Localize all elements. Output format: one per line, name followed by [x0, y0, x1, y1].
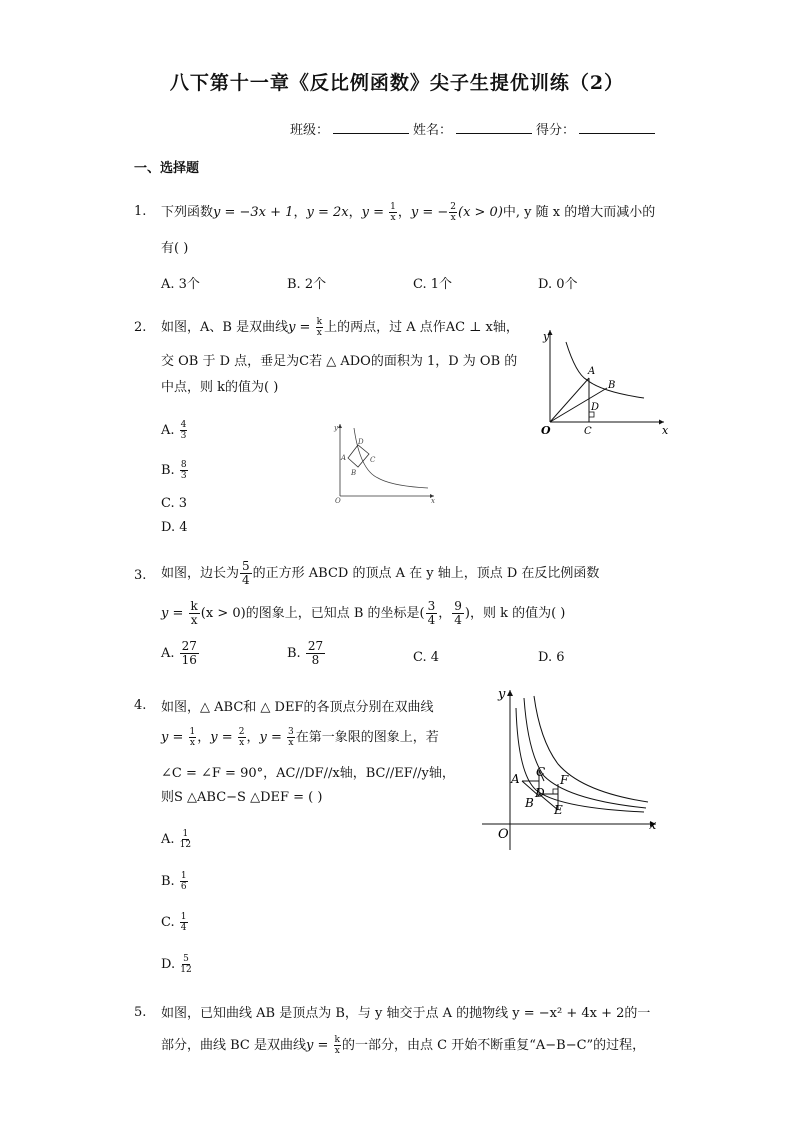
q3-fig-label-a: A: [341, 454, 347, 462]
q5-number: 5.: [134, 1005, 147, 1020]
q4-line2: y = $\frac{1}{x}$ ，y = $\frac{2}{x}$ ，y = $\frac{3}{x}$ 在第一象限的图象上，若: [161, 727, 439, 748]
q3-fig-label-d: D: [358, 438, 364, 446]
q3-fig-label-b: B: [351, 469, 357, 477]
q3-option-b[interactable]: B. $\frac{27}{8}$: [287, 639, 324, 667]
q2-option-a[interactable]: A. $\frac{4}{3}$: [161, 420, 187, 441]
q1-text-b: 中, y 随 x 的增大而减小的: [502, 205, 656, 220]
q4-line3: ∠C = ∠F = 90°，AC//DF//x轴，BC//EF//y轴，: [161, 766, 455, 781]
section-heading: 一、选择题: [134, 161, 200, 176]
page-title: 八下第十一章《反比例函数》尖子生提优训练（2）: [169, 72, 625, 94]
student-info-line: [290, 119, 659, 138]
q2-option-b[interactable]: B. $\frac{8}{3}$: [161, 460, 187, 481]
q4-figure: [478, 684, 662, 852]
q1-func4: y = −: [410, 205, 449, 220]
q4-option-b[interactable]: B. $\frac{1}{6}$: [161, 871, 187, 892]
q2-fig-label-c: C: [584, 426, 592, 437]
class-label: 班级：: [290, 123, 330, 138]
q4-fig-label-x: x: [649, 818, 657, 833]
q2-fig-label-d: D: [591, 402, 600, 413]
name-label: 姓名：: [413, 123, 453, 138]
q3-fig-label-y: y: [334, 424, 338, 432]
q1-func4-domain: (x > 0): [458, 205, 503, 220]
q4-number: 4.: [134, 698, 147, 713]
class-blank[interactable]: [333, 120, 409, 134]
q3-line1: 如图，边长为 $\frac{5}{4}$ 的正方形 ABCD 的顶点 A 在 y 轴上，顶点 D 在反比例函数: [161, 559, 600, 587]
q1-func3-frac: $\frac{1}{x}$: [390, 202, 396, 223]
q1-func2: y = 2x: [306, 205, 349, 220]
q4-fig-label-y: y: [498, 687, 506, 702]
q1-option-d[interactable]: D. 0个: [538, 277, 578, 292]
q3-number: 3.: [134, 568, 147, 583]
q1-func4-frac: $\frac{2}{x}$: [450, 202, 456, 223]
q4-fig-label-b: B: [525, 796, 534, 810]
q2-figure-main: [532, 320, 672, 438]
q4-option-d[interactable]: D. $\frac{5}{12}$: [161, 954, 192, 975]
q4-option-a[interactable]: A. $\frac{1}{12}$: [161, 829, 192, 850]
q4-fig-label-a: A: [511, 772, 520, 786]
q2-option-c[interactable]: C. 3: [161, 496, 188, 511]
q3-fig-label-x: x: [431, 497, 435, 504]
q2-number: 2.: [134, 320, 147, 335]
q2-fig-label-o: O: [541, 424, 551, 437]
q4-fig-label-e: E: [554, 803, 563, 817]
q4-line1: 如图，△ ABC和 △ DEF的各顶点分别在双曲线: [161, 700, 434, 715]
q1-option-b[interactable]: B. 2个: [287, 277, 327, 292]
q4-line4: 则S △ABC−S △DEF = ( ): [161, 790, 323, 805]
q4-fig-label-o: O: [498, 827, 509, 842]
q1-number: 1.: [134, 204, 147, 219]
q1-func1: y = −3x + 1: [213, 205, 294, 220]
q4-fig-label-d: D: [535, 786, 545, 800]
q2-line2: 交 OB 于 D 点，垂足为C若 △ ADO的面积为 1，D 为 OB 的: [161, 354, 518, 369]
score-label: 得分：: [536, 123, 576, 138]
name-blank[interactable]: [456, 120, 532, 134]
q2-option-d[interactable]: D. 4: [161, 520, 188, 535]
q5-line2: 部分，曲线 BC 是双曲线y = $\frac{k}{x}$ 的一部分，由点 C 开始不断重复“A−B−C”的过程，: [161, 1035, 646, 1056]
q5-line1: 如图，已知曲线 AB 是顶点为 B，与 y 轴交于点 A 的抛物线 y = −x² + 4x + 2的一: [161, 1006, 651, 1021]
q3-option-c[interactable]: C. 4: [413, 650, 440, 665]
score-blank[interactable]: [579, 120, 655, 134]
q1-line1: 下列函数y = −3x + 1，y = 2x，y = $\frac{1}{x}$ ，y = − $\frac{2}{x}$ (x > 0)中, y 随 x 的增大而减小的: [161, 202, 656, 223]
q1-text: 下列函数: [161, 205, 214, 220]
q3-option-d[interactable]: D. 6: [538, 650, 565, 665]
q2-fig-label-x: x: [662, 424, 669, 437]
q2-fig-label-y: y: [543, 330, 550, 343]
q1-option-a[interactable]: A. 3个: [161, 277, 200, 292]
q3-fig-label-o: O: [335, 497, 341, 504]
q4-fig-label-c: C: [536, 765, 546, 779]
q2-line1: 如图，A、B 是双曲线y = $\frac{k}{x}$ 上的两点，过 A 点作AC ⊥ x轴，: [161, 317, 519, 338]
q1-func3: y =: [361, 205, 389, 220]
q3-figure: [330, 420, 438, 504]
q3-line2: y = $\frac{k}{x}$ (x > 0)的图象上，已知点 B 的坐标是( $\frac{3}{4}$ ， $\frac{9}{4}$ )，则 k 的值为( ): [161, 599, 566, 627]
q4-fig-label-f: F: [560, 773, 569, 787]
q1-line2: 有( ): [161, 241, 189, 256]
q3-fig-label-c: C: [370, 456, 376, 464]
q4-option-c[interactable]: C. $\frac{1}{4}$: [161, 912, 187, 933]
q1-option-c[interactable]: C. 1个: [413, 277, 453, 292]
q2-fig-label-a: A: [588, 366, 596, 377]
q2-line3: 中点，则 k的值为( ): [161, 380, 279, 395]
q2-fig-label-b: B: [608, 380, 616, 391]
q3-option-a[interactable]: A. $\frac{27}{16}$: [161, 639, 197, 667]
